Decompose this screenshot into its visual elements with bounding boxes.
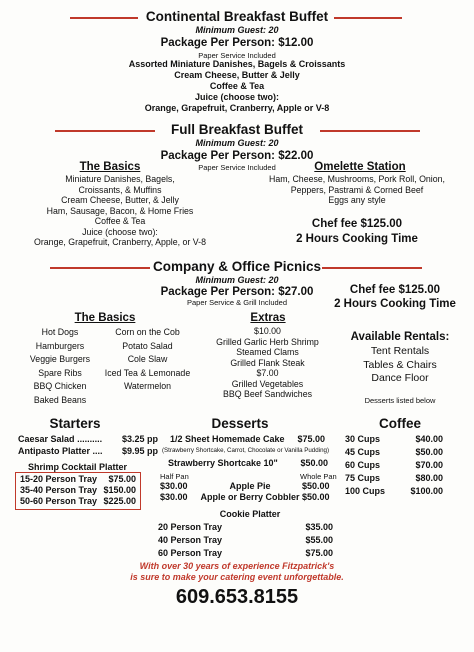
list-item: $10.00 [254,326,281,336]
shrimp-row [20,496,136,507]
list-item: Veggie Burgers [29,354,91,364]
picnic-title: Company & Office Picnics [152,259,322,274]
dessert-cobbler: Apple or Berry Cobbler [200,492,300,502]
coffee-price: $70.00 [415,460,443,470]
full-cook-time: 2 Hours Cooking Time [296,233,418,245]
starter-price: $9.95 pp [121,446,158,456]
full-title: Full Breakfast Buffet [170,122,304,137]
omelette-list [240,174,474,206]
list-item: Assorted Miniature Danishes, Bagels & Croissants [128,59,346,69]
rentals-list [335,345,465,386]
half-pan-label: Half Pan [160,472,189,481]
coffee-price: $100.00 [410,486,443,496]
coffee-row [345,486,443,497]
coffee-row [345,447,443,458]
picnic-basics-right [100,326,195,394]
list-item: Eggs any style [328,195,386,205]
cookie-row [158,535,333,546]
list-item: Grilled Vegetables [231,378,304,389]
list-item: Tables & Chairs [363,358,437,371]
list-item: Tent Rentals [370,345,430,357]
whole-price: $50.00 [302,481,330,491]
coffee-price: $80.00 [415,473,443,483]
continental-price: Package Per Person: $12.00 [160,37,314,49]
list-item: Corn on the Cob [115,327,180,337]
starter-name: Caesar Salad [18,434,75,444]
full-basics-heading: The Basics [79,161,141,173]
full-basics-list [10,174,230,248]
list-item: Ham, Cheese, Mushrooms, Pork Roll, Onion, [268,174,445,184]
tagline-line-1: With over 30 years of experience Fitzpatrick's [139,561,335,571]
list-item: Grilled Garlic Herb Shrimp [216,336,319,347]
coffee-name: 60 Cups [345,460,381,470]
picnic-basics-heading: The Basics [74,312,136,324]
shrimp-price: $75.00 [108,474,136,484]
list-item: BBQ Beef Sandwiches [223,389,312,399]
sheet-cake-note: (Strawberry Shortcake, Carrot, Chocolate or Vanilla Pudding) [161,447,330,454]
continental-min: Minimum Guest: 20 [195,25,279,35]
coffee-name: 30 Cups [345,434,381,444]
picnic-cook-time: 2 Hours Cooking Time [334,298,456,310]
desserts-title: Desserts [211,416,269,431]
shrimp-price: $150.00 [103,485,136,495]
list-item: Ham, Sausage, Bacon, & Home Fries [46,205,194,216]
shrimp-price: $225.00 [103,496,136,506]
omelette-heading: Omelette Station [314,161,406,173]
continental-title: Continental Breakfast Buffet [145,9,329,24]
picnic-price: Package Per Person: $27.00 [160,286,314,298]
list-item: Hot Dogs [41,327,79,337]
dessert-price: $50.00 [300,458,328,468]
tagline-line-2: is sure to make your catering event unforgettable. [130,572,344,582]
list-item: Dance Floor [371,372,429,384]
cookie-row [158,548,333,559]
list-item: Orange, Grapefruit, Cranberry, Apple, or V-8 [34,237,206,247]
list-item: Orange, Grapefruit, Cranberry, Apple or V-8 [144,103,330,113]
shrimp-name: 50-60 Person Tray [20,496,98,506]
list-item: Coffee & Tea [94,216,146,226]
half-price: $30.00 [160,481,188,491]
list-item: Cream Cheese, Butter, & Jelly [61,195,179,205]
dessert-name: Strawberry Shortcake 10" [168,458,278,468]
list-item: Cole Slaw [127,354,168,364]
cookie-heading: Cookie Platter [219,509,281,519]
half-price: $30.00 [160,492,188,502]
full-price: Package Per Person: $22.00 [160,150,314,162]
list-item: Juice (choose two): [194,92,279,102]
cookie-price: $75.00 [305,548,333,558]
whole-price: $50.00 [302,492,330,502]
shrimp-row [20,474,136,485]
list-item: Watermelon [123,381,172,391]
picnic-service: Paper Service & Grill Included [186,298,288,307]
list-item: Peppers, Pastrami & Corned Beef [290,184,424,195]
coffee-row [345,460,443,471]
list-item: BBQ Chicken [33,381,87,391]
coffee-name: 75 Cups [345,473,381,483]
starter-row: Antipasto Platter .... $9.95 pp [18,446,158,456]
coffee-row [345,473,443,484]
shrimp-row [20,485,136,496]
dessert-price: $75.00 [297,434,325,444]
starters-title: Starters [49,416,101,431]
continental-service: Paper Service Included [198,51,276,60]
dessert-row [168,458,328,469]
shrimp-name: 15-20 Person Tray [20,474,98,484]
coffee-name: 45 Cups [345,447,381,457]
full-service: Paper Service Included [198,163,276,172]
extras-list [190,326,345,400]
starter-price: $3.25 pp [121,434,158,444]
list-item: Baked Beans [33,394,87,405]
phone-number[interactable]: 609.653.8155 [175,586,299,608]
extras-heading: Extras [250,312,286,324]
coffee-name: 100 Cups [345,486,386,496]
dessert-row [170,434,325,445]
full-min: Minimum Guest: 20 [195,138,279,148]
picnic-min: Minimum Guest: 20 [195,275,279,285]
picnic-chef-fee: Chef fee $125.00 [349,284,441,296]
coffee-title: Coffee [378,416,421,431]
cookie-price: $35.00 [305,522,333,532]
rentals-heading: Available Rentals: [350,331,450,343]
continental-items [0,59,474,114]
cookie-name: 20 Person Tray [158,522,223,532]
list-item: Grilled Flank Steak [230,357,305,368]
list-item: Iced Tea & Lemonade [104,367,191,378]
full-chef-fee: Chef fee $125.00 [311,218,403,230]
list-item: Hamburgers [35,340,85,351]
list-item: Croissants, & Muffins [78,184,162,195]
coffee-row [345,434,443,445]
list-item: Potato Salad [122,340,173,351]
list-item: Coffee & Tea [209,81,265,91]
dessert-pie: Apple Pie [229,481,271,491]
starter-row: Caesar Salad .......... $3.25 pp [18,434,158,444]
desserts-note: Desserts listed below [364,396,436,405]
list-item: Juice (choose two): [82,226,158,237]
picnic-basics-left [10,326,110,407]
cookie-name: 60 Person Tray [158,548,223,558]
shrimp-heading: Shrimp Cocktail Platter [27,462,128,472]
list-item: Steamed Clams [236,347,299,357]
dessert-name: 1/2 Sheet Homemade Cake [170,434,285,444]
shrimp-name: 35-40 Person Tray [20,485,98,495]
whole-pan-label: Whole Pan [300,472,337,481]
coffee-price: $50.00 [415,447,443,457]
list-item: $7.00 [256,368,279,378]
starter-name: Antipasto Platter [18,446,91,456]
cookie-name: 40 Person Tray [158,535,223,545]
list-item: Cream Cheese, Butter & Jelly [174,70,300,80]
cookie-price: $55.00 [305,535,333,545]
list-item: Spare Ribs [38,367,82,378]
coffee-price: $40.00 [415,434,443,444]
cookie-row [158,522,333,533]
list-item: Miniature Danishes, Bagels, [65,174,175,184]
